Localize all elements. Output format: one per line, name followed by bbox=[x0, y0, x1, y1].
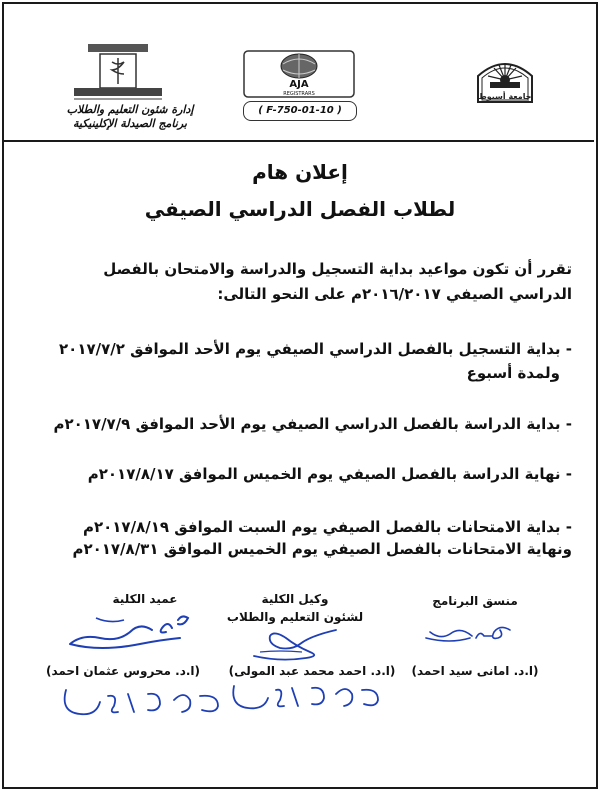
vice-dean-title-line-2: لشئون التعليم والطلاب bbox=[226, 610, 364, 624]
intro-line-1: تقرر أن تكون مواعيد بداية التسجيل والدراسة والامتحان بالفصل bbox=[103, 260, 572, 278]
vice-dean-name: (ا.د. احمد محمد عبد المولى) bbox=[228, 664, 396, 678]
schedule-item-1: - بداية التسجيل بالفصل الدراسي الصيفي يوم الأحد الموافق ٢٠١٧/٧/٢ bbox=[59, 340, 572, 358]
intro-line-2: الدراسي الصيفي ٢٠١٦/٢٠١٧م على النحو التالى: bbox=[217, 285, 572, 303]
schedule-item-3: - نهاية الدراسة بالفصل الصيفي يوم الخميس الموافق ٢٠١٧/٨/١٧م bbox=[87, 465, 572, 483]
university-logo-text: جامعة أسيوط bbox=[478, 92, 532, 101]
aja-registrars-logo bbox=[243, 50, 355, 98]
department-block bbox=[55, 103, 205, 131]
vice-dean-handwritten-date bbox=[228, 676, 388, 716]
vice-dean-signature bbox=[240, 622, 350, 668]
coordinator-signature bbox=[420, 618, 520, 652]
dean-title: عميد الكلية bbox=[112, 592, 178, 606]
dean-name: (ا.د. محروس عثمان احمد) bbox=[45, 664, 201, 678]
dean-signature bbox=[60, 610, 200, 658]
clinical-pharmacy-logo bbox=[70, 40, 166, 102]
form-code: ( F-750-01-10 ) bbox=[243, 101, 357, 121]
dean-handwritten-date bbox=[58, 682, 228, 722]
announcement-title: إعلان هام bbox=[252, 160, 348, 184]
schedule-item-4-line-2: ونهاية الامتحانات بالفصل الصيفي يوم الخميس الموافق ٢٠١٧/٨/٣١م bbox=[72, 540, 572, 558]
schedule-item-1-line-2: ولمدة أسبوع bbox=[466, 364, 560, 382]
aja-logo-text: AJA bbox=[289, 79, 309, 90]
coordinator-name: (ا.د. امانى سيد احمد) bbox=[411, 664, 539, 678]
aja-logo-subtext: REGISTRARS bbox=[283, 91, 315, 97]
university-logo bbox=[470, 50, 540, 106]
schedule-item-2: - بداية الدراسة بالفصل الدراسي الصيفي يوم الأحد الموافق ٢٠١٧/٧/٩م bbox=[53, 415, 572, 433]
vice-dean-title: وكيل الكلية bbox=[261, 592, 329, 606]
announcement-subtitle: لطلاب الفصل الدراسي الصيفي bbox=[144, 197, 456, 221]
department-line-1: إدارة شئون التعليم والطلاب bbox=[66, 103, 194, 116]
header-divider bbox=[4, 140, 594, 142]
schedule-item-4: - بداية الامتحانات بالفصل الصيفي يوم السبت الموافق ٢٠١٧/٨/١٩م bbox=[82, 518, 572, 536]
coordinator-title: منسق البرنامج bbox=[432, 594, 518, 608]
department-line-2: برنامج الصيدلة الإكلينيكية bbox=[73, 117, 187, 130]
